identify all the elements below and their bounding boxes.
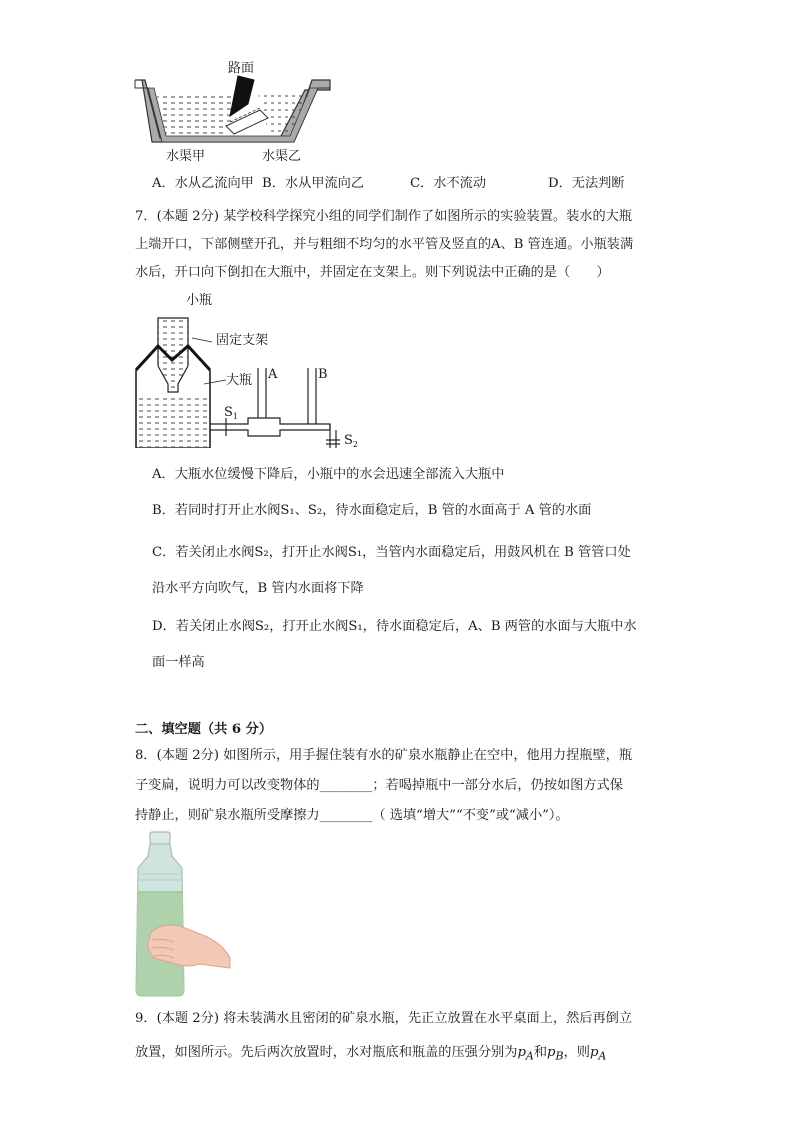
tube-b [308,368,316,424]
small-bottle-label: 小瓶 [186,293,213,308]
q7-option-c-line-1: C．若关闭止水阀S₂，打开止水阀S₁，当管内水面稳定后，用鼓风机在 B 管管口处 [152,545,631,560]
canal-b-label: 水渠乙 [262,149,302,164]
canal-figure [130,58,340,168]
q6-option-c: C．水不流动 [410,176,487,191]
support-label: 固定支架 [216,333,269,348]
road-block [230,76,254,116]
q7-option-d-line-1: D．若关闭止水阀S₂，打开止水阀S₁，待水面稳定后，A、B 两管的水面与大瓶中水 [152,619,637,634]
q9-stem-line-2: 放置，如图所示。先后两次放置时，水对瓶底和瓶盖的压强分别为$p_A$和$p_B$，则$p_A$ [135,1045,607,1063]
small-bottle [158,318,188,392]
q6-option-a: A．水从乙流向甲 [152,176,254,191]
q7-option-b: B．若同时打开止水阀S₁、S₂，待水面稳定后，B 管的水面高于 A 管的水面 [152,503,592,518]
q9-stem-line-1: 9．(本题 2分) 将未装满水且密闭的矿泉水瓶，先正立放置在水平桌面上，然后再倒立 [135,1011,633,1026]
tube-a [258,368,266,418]
water-bottle-figure [130,830,240,998]
bottle-apparatus-figure [130,288,370,448]
q7-option-d-line-2: 面一样高 [152,655,205,670]
q7-option-a: A．大瓶水位缓慢下降后，小瓶中的水会迅速全部流入大瓶中 [152,467,505,482]
q8-stem-line-1: 8．(本题 2分) 如图所示，用手握住装有水的矿泉水瓶静止在空中，他用力捏瓶壁，瓶 [135,748,633,763]
q7-option-c-line-2: 沿水平方向吹气，B 管内水面将下降 [152,581,364,596]
big-bottle-label: 大瓶 [226,373,253,388]
q8-stem-line-3: 持静止，则矿泉水瓶所受摩擦力________（ 选填“增大”“不变”或“减小”）。 [135,808,569,823]
bottle-cap [150,832,170,844]
pressure-b: $p_B$ [547,1045,564,1063]
valve-s1-label: $S_1$ [224,405,238,421]
pressure-a-repeat: $p_A$ [589,1045,607,1063]
road-label: 路面 [228,61,255,76]
q6-option-d: D．无法判断 [548,176,625,191]
q7-stem-line-1: 7．(本题 2分) 某学校科学探究小组的同学们制作了如图所示的实验装置。装水的大瓶 [135,209,633,224]
tube-b-label: B [318,367,328,382]
q7-stem-line-2: 上端开口，下部侧壁开孔，并与粗细不均匀的水平管及竖直的A、B 管连通。小瓶装满 [135,237,634,252]
q6-option-b: B．水从甲流向乙 [262,176,365,191]
tube-a-label: A [268,367,278,382]
q7-stem-line-3: 水后，开口向下倒扣在大瓶中，并固定在支架上。则下列说法中正确的是（ ） [135,265,610,280]
canal-a-label: 水渠甲 [166,149,206,164]
valve-s2-label: $S_2$ [344,433,358,448]
q8-stem-line-2: 子变扁，说明力可以改变物体的________；若喝掉瓶中一部分水后，仍按如图方式保 [135,778,623,793]
pressure-a: $p_A$ [517,1045,534,1063]
section-heading: 二、填空题（共 6 分） [135,722,273,737]
horizontal-pipe [210,418,330,436]
